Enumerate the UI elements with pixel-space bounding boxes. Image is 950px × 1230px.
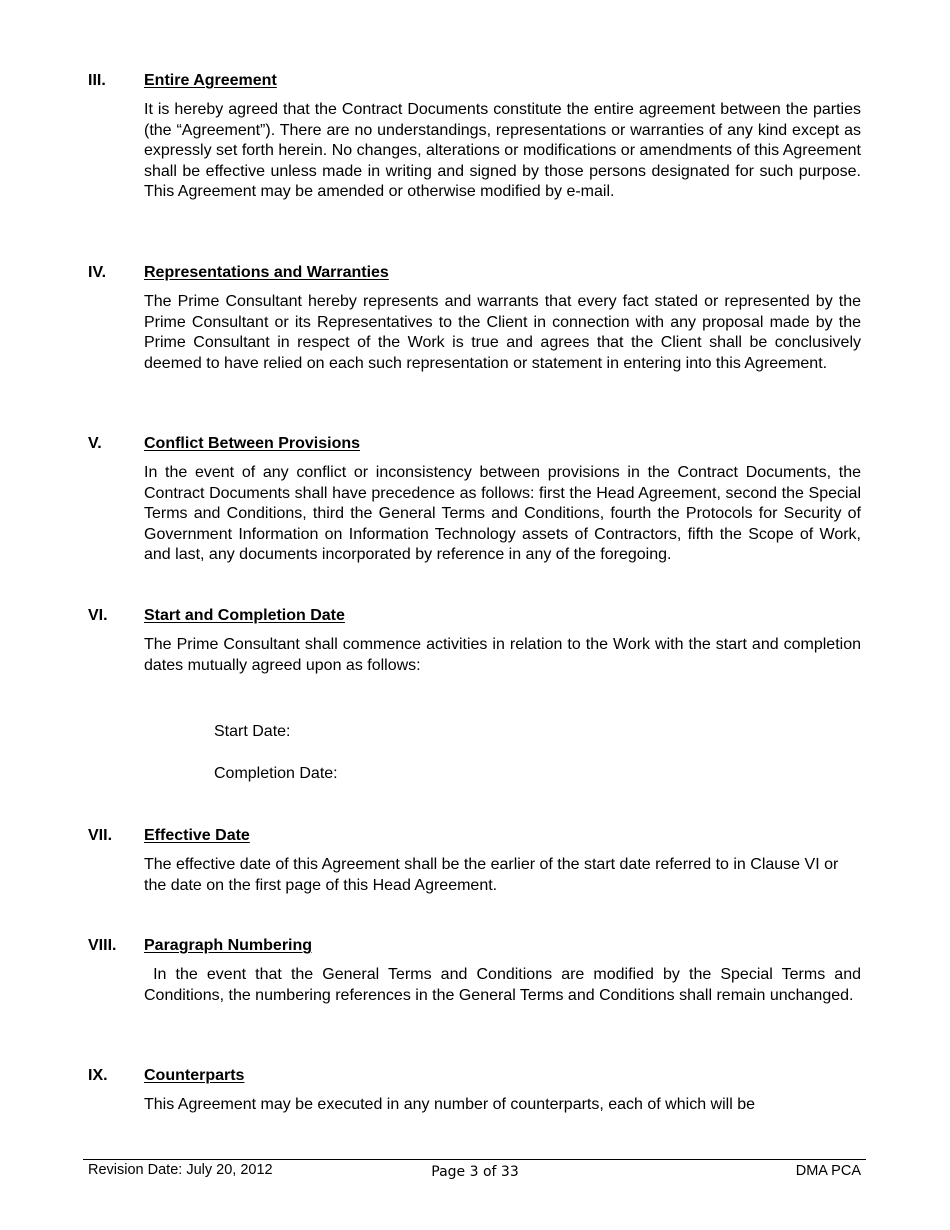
section-heading: Entire Agreement xyxy=(144,72,277,89)
section-body: The Prime Consultant shall commence activities in relation to the Work with the start and completion dates mutually agreed upon as follows: xyxy=(144,636,861,674)
section-body: In the event that the General Terms and Conditions are modified by the Special Terms and Conditions, the numbering references in the General Terms and Conditions shall remain unchanged. xyxy=(144,966,866,1004)
section-number: V. xyxy=(88,435,102,452)
completion-date-label: Completion Date: xyxy=(214,765,338,782)
footer-document-id: DMA PCA xyxy=(795,1163,861,1179)
section-number: IV. xyxy=(88,264,107,281)
section-body: The Prime Consultant hereby represents and warrants that every fact stated or represented by the Prime Consultant or its Representatives to the Client in connection with any proposal made by the Prime Consultant in respect of the Work is true and agrees that the Client shall be conclusively deemed to have relied on each such representation or statement in entering into this Agreement. xyxy=(144,293,861,372)
section-heading: Conflict Between Provisions xyxy=(144,435,361,452)
section-heading: Effective Date xyxy=(144,827,250,844)
section-body: In the event of any conflict or inconsistency between provisions in the Contract Documents, the Contract Documents shall have precedence as follows: first the Head Agreement, second the Special Terms and Conditions, third the General Terms and Conditions, fourth the Protocols for Security of Government Information on Information Technology assets of Contractors, fifth the Scope of Work, and last, any documents incorporated by reference in any of the foregoing. xyxy=(144,464,861,563)
section-number: IX. xyxy=(88,1067,108,1084)
footer-divider xyxy=(83,1159,866,1160)
section-body: The effective date of this Agreement shall be the earlier of the start date referred to in Clause VI or the date on the first page of this Head Agreement. xyxy=(144,856,839,894)
section-heading: Counterparts xyxy=(144,1067,245,1084)
footer-page-number: Page 3 of 33 xyxy=(431,1164,519,1180)
section-number: III. xyxy=(88,72,106,89)
section-body: It is hereby agreed that the Contract Documents constitute the entire agreement between the parties (the “Agreement”). There are no understandings, representations or warranties of any kind except as expressly set forth herein. No changes, alterations or modifications or amendments of this Agreement shall be effective unless made in writing and signed by those persons designated for such purpose. This Agreement may be amended or otherwise modified by e-mail. xyxy=(144,101,861,200)
section-number: VI. xyxy=(88,607,108,624)
section-heading: Start and Completion Date xyxy=(144,607,345,624)
section-number: VII. xyxy=(88,827,113,844)
section-heading: Paragraph Numbering xyxy=(144,937,313,954)
section-body: This Agreement may be executed in any number of counterparts, each of which will be xyxy=(144,1096,755,1113)
section-number: VIII. xyxy=(88,937,117,954)
footer-revision-date: Revision Date: July 20, 2012 xyxy=(88,1162,273,1178)
section-heading: Representations and Warranties xyxy=(144,264,389,281)
start-date-label: Start Date: xyxy=(214,723,291,740)
